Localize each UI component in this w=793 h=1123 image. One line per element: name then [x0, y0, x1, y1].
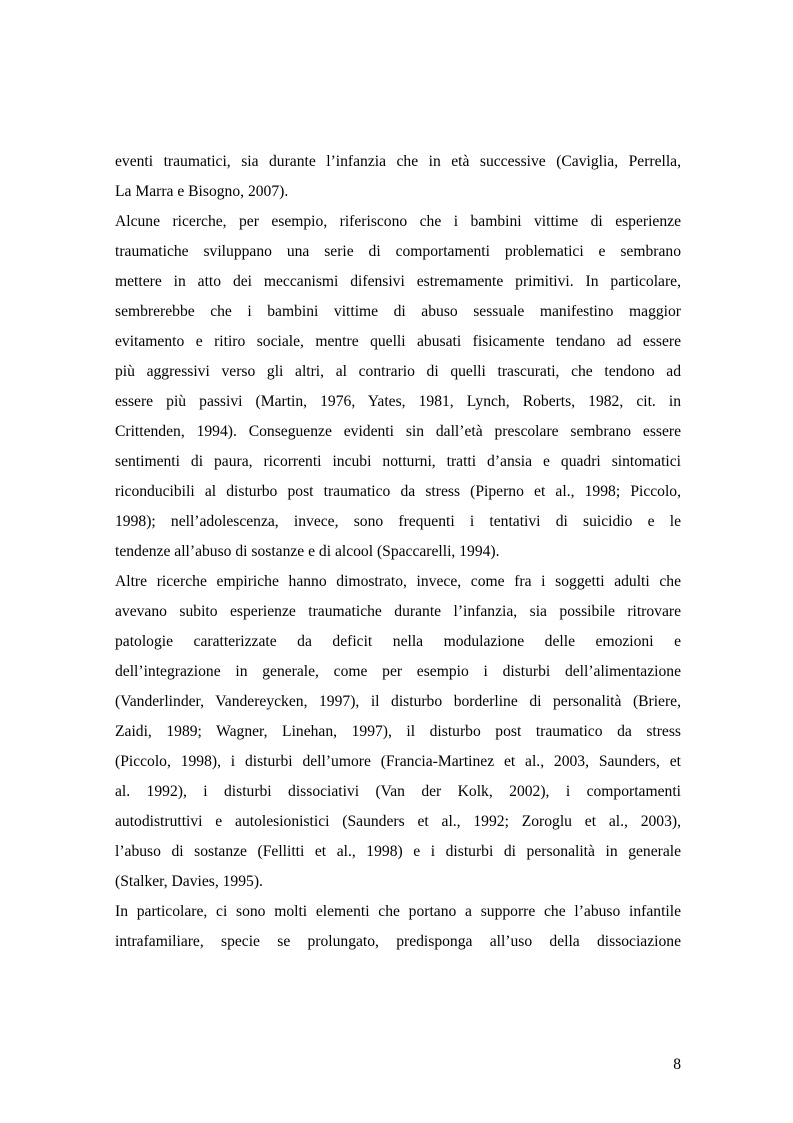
text-line: Alcune ricerche, per esempio, riferiscono che i bambini vittime di esperienze — [115, 213, 681, 230]
text-line: evitamento e ritiro sociale, mentre quelli abusati fisicamente tendano ad essere — [115, 333, 681, 350]
text-line: In particolare, ci sono molti elementi che portano a supporre che l’abuso infantile — [115, 903, 681, 920]
text-line: mettere in atto dei meccanismi difensivi estremamente primitivi. In particolare, — [115, 273, 681, 290]
paragraph-3 — [115, 567, 681, 897]
text-line: (Piccolo, 1998), i disturbi dell’umore (Francia-Martinez et al., 2003, Saunders, et — [115, 753, 681, 770]
text-line: La Marra e Bisogno, 2007). — [115, 183, 289, 200]
paragraph-2 — [115, 207, 681, 567]
text-line: autodistruttivi e autolesionistici (Saunders et al., 1992; Zoroglu et al., 2003), — [115, 813, 681, 830]
page-number: 8 — [673, 1056, 681, 1073]
text-line: più aggressivi verso gli altri, al contrario di quelli trascurati, che tendono ad — [115, 363, 681, 380]
text-line: sentimenti di paura, ricorrenti incubi notturni, tratti d’ansia e quadri sintomatici — [115, 453, 681, 470]
text-line: (Vanderlinder, Vandereycken, 1997), il disturbo borderline di personalità (Briere, — [115, 693, 681, 710]
text-line: traumatiche sviluppano una serie di comportamenti problematici e sembrano — [115, 243, 681, 260]
text-line: patologie caratterizzate da deficit nella modulazione delle emozioni e — [115, 633, 681, 650]
paragraph-4 — [115, 897, 681, 957]
body-text — [115, 147, 681, 957]
text-line: (Stalker, Davies, 1995). — [115, 873, 263, 890]
text-line: eventi traumatici, sia durante l’infanzia che in età successive (Caviglia, Perrella, — [115, 153, 681, 170]
text-line: Altre ricerche empiriche hanno dimostrato, invece, come fra i soggetti adulti che — [115, 573, 681, 590]
text-line: essere più passivi (Martin, 1976, Yates, 1981, Lynch, Roberts, 1982, cit. in — [115, 393, 681, 410]
text-line: dell’integrazione in generale, come per esempio i disturbi dell’alimentazione — [115, 663, 681, 680]
text-line: 1998); nell’adolescenza, invece, sono frequenti i tentativi di suicidio e le — [115, 513, 681, 530]
paragraph-1 — [115, 147, 681, 207]
text-line: l’abuso di sostanze (Fellitti et al., 1998) e i disturbi di personalità in generale — [115, 843, 681, 860]
text-line: intrafamiliare, specie se prolungato, predisponga all’uso della dissociazione — [115, 933, 681, 950]
text-line: riconducibili al disturbo post traumatico da stress (Piperno et al., 1998; Piccolo, — [115, 483, 681, 500]
text-line: al. 1992), i disturbi dissociativi (Van der Kolk, 2002), i comportamenti — [115, 783, 681, 800]
text-line: Crittenden, 1994). Conseguenze evidenti sin dall’età prescolare sembrano essere — [115, 423, 681, 440]
text-line: tendenze all’abuso di sostanze e di alcool (Spaccarelli, 1994). — [115, 543, 500, 560]
text-line: avevano subito esperienze traumatiche durante l’infanzia, sia possibile ritrovare — [115, 603, 681, 620]
text-line: sembrerebbe che i bambini vittime di abuso sessuale manifestino maggior — [115, 303, 681, 320]
text-line: Zaidi, 1989; Wagner, Linehan, 1997), il disturbo post traumatico da stress — [115, 723, 681, 740]
